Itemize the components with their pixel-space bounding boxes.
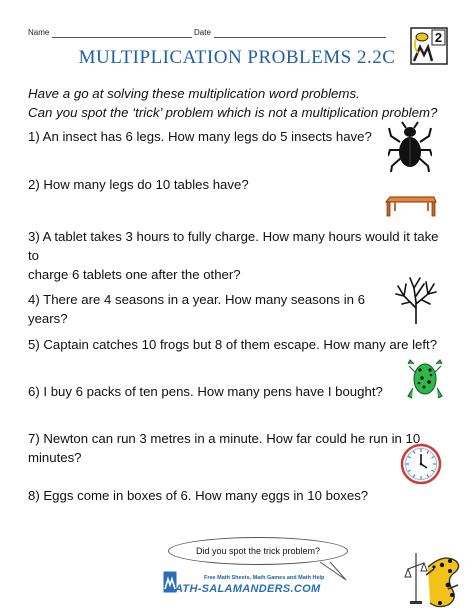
question-8-text: 8) Eggs come in boxes of 6. How many eggs in 10 boxes? bbox=[28, 488, 369, 503]
date-line[interactable] bbox=[214, 37, 386, 38]
question-7-text-line-1: 7) Newton can run 3 metres in a minute. How far could he run in 10 bbox=[28, 431, 421, 446]
frog-icon bbox=[406, 358, 444, 400]
footer-tagline: Free Math Sheets, Math Games and Math Help bbox=[204, 575, 325, 581]
question-6-text: 6) I buy 6 packs of ten pens. How many pens have I bought? bbox=[28, 384, 383, 399]
trick-question-bubble: Did you spot the trick problem? bbox=[168, 537, 348, 565]
question-8 bbox=[28, 486, 408, 505]
name-line[interactable] bbox=[52, 37, 192, 38]
tree-icon bbox=[394, 274, 438, 324]
badge-number: 2 bbox=[434, 30, 443, 45]
question-3-text-line-1: 3) A tablet takes 3 hours to fully charge. How many hours would it take to bbox=[28, 229, 439, 263]
question-4 bbox=[28, 290, 408, 328]
question-5 bbox=[28, 335, 448, 354]
clock-icon bbox=[400, 443, 442, 485]
question-6 bbox=[28, 382, 408, 401]
question-3 bbox=[28, 227, 448, 284]
question-4-text: 4) There are 4 seasons in a year. How many seasons in 6 years? bbox=[28, 292, 365, 326]
question-2 bbox=[28, 175, 408, 194]
instructions-line-1: Have a go at solving these multiplication word problems. bbox=[28, 86, 360, 101]
page-title: MULTIPLICATION PROBLEMS 2.2C bbox=[78, 47, 396, 68]
instructions-line-2: Can you spot the ‘trick’ problem which is not a multiplication problem? bbox=[28, 105, 438, 120]
footer-site-link[interactable]: ATH-SALAMANDERS.COM bbox=[175, 583, 321, 595]
table-icon bbox=[384, 195, 438, 217]
question-5-text: 5) Captain catches 10 frogs but 8 of them escape. How many are left? bbox=[28, 337, 438, 352]
question-1-text: 1) An insect has 6 legs. How many legs do 5 insects have? bbox=[28, 129, 372, 144]
date-label: Date bbox=[194, 28, 211, 37]
question-7 bbox=[28, 429, 448, 467]
salamander-with-scales-icon bbox=[404, 549, 466, 611]
name-label: Name bbox=[28, 28, 50, 37]
instructions bbox=[28, 84, 437, 122]
question-2-text: 2) How many legs do 10 tables have? bbox=[28, 177, 249, 192]
question-3-text-line-2: charge 6 tablets one after the other? bbox=[28, 267, 241, 282]
question-7-text-line-2: minutes? bbox=[28, 450, 82, 465]
question-1 bbox=[28, 127, 408, 146]
beetle-icon bbox=[388, 120, 432, 174]
